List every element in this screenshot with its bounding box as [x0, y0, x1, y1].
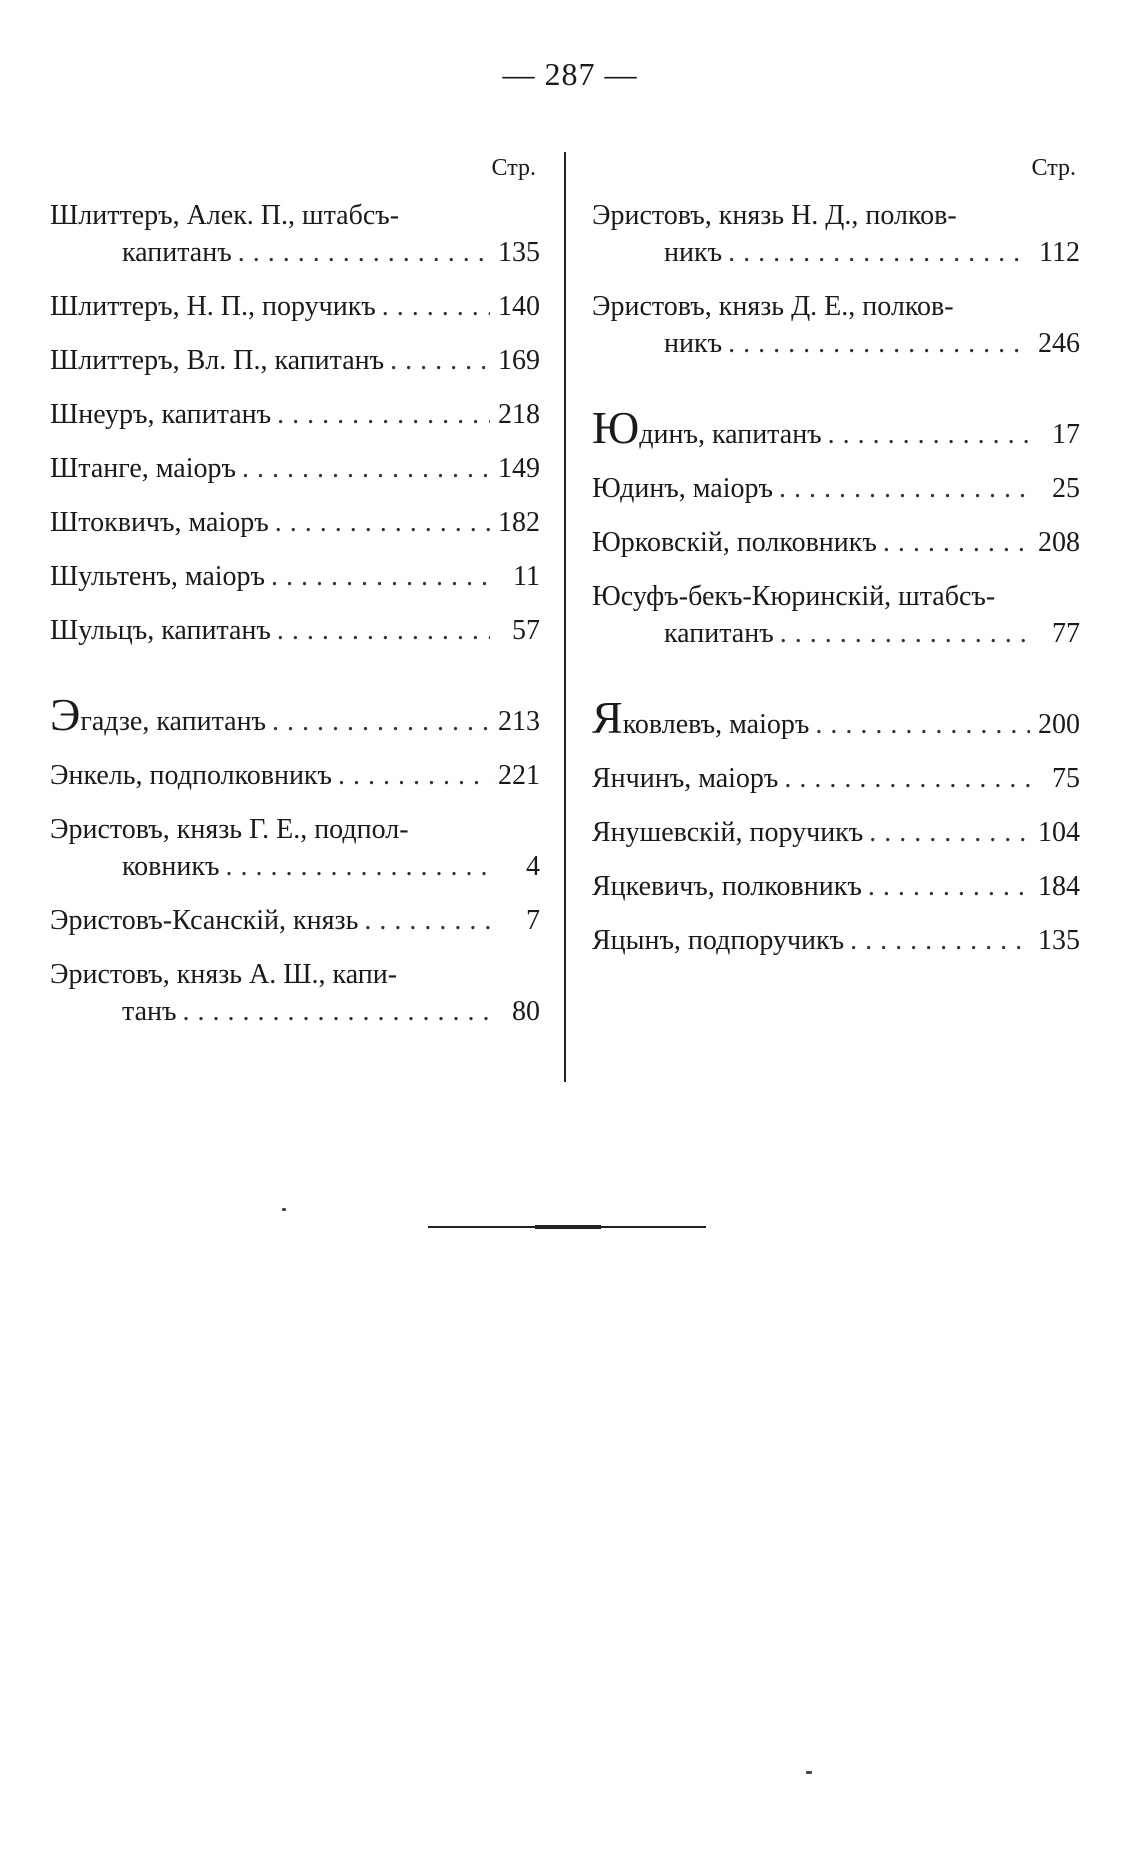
index-entry	[50, 450, 540, 487]
entry-page: 17	[1052, 419, 1080, 450]
entry-page: 104	[1038, 817, 1080, 848]
entry-name: Яцкевичъ, полковникъ	[592, 871, 862, 902]
entry-name: Энкель, подполковникъ	[50, 760, 333, 791]
index-entry	[50, 902, 540, 939]
entry-page: 57	[512, 615, 540, 646]
entry-name-continued: капитанъ	[664, 618, 774, 649]
entry-page: 135	[1038, 925, 1080, 956]
index-entry	[50, 396, 540, 433]
entry-name: Юрковскій, полковникъ	[592, 527, 877, 558]
index-entry	[50, 956, 540, 1030]
dot-leader	[364, 902, 490, 939]
entry-name: Шультенъ, маіоръ	[50, 561, 266, 592]
entry-name-continued: ковникъ	[122, 851, 220, 882]
index-entry	[50, 612, 540, 649]
index-entry	[50, 689, 540, 740]
dot-leader	[338, 757, 490, 794]
index-entry	[50, 197, 540, 271]
dot-leader	[869, 814, 1030, 851]
entry-page: 182	[498, 507, 540, 538]
index-entry	[592, 692, 1080, 743]
entry-page: 4	[526, 851, 540, 882]
entry-page: 7	[526, 905, 540, 936]
entry-name: Юдинъ, маіоръ	[592, 473, 773, 504]
entry-name: Юсуфъ-бекъ-Кюринскій, штабсъ-	[592, 581, 996, 612]
entry-page: 140	[498, 291, 540, 322]
index-entry	[592, 578, 1080, 652]
entry-name: Шлиттеръ, Алек. П., штабсъ-	[50, 200, 400, 231]
entry-page: 135	[498, 237, 540, 268]
closing-rule-center	[535, 1225, 601, 1229]
index-entry	[592, 470, 1080, 507]
dot-leader	[784, 760, 1030, 797]
entry-page: 25	[1052, 473, 1080, 504]
index-entry	[592, 922, 1080, 959]
index-column-left	[50, 155, 540, 1047]
entry-name: Яковлевъ, маіоръ	[592, 692, 810, 743]
dot-leader	[728, 325, 1030, 362]
entry-page: 200	[1038, 709, 1080, 740]
entry-page: 80	[512, 996, 540, 1027]
dot-leader	[272, 703, 490, 740]
dot-leader	[390, 342, 490, 379]
entry-name: Штанге, маіоръ	[50, 453, 236, 484]
dot-leader	[238, 234, 490, 271]
entry-name: Янчинъ, маіоръ	[592, 763, 779, 794]
dot-leader	[779, 470, 1030, 507]
dot-leader	[182, 993, 490, 1030]
entry-name: Эристовъ, князь Г. Е., подпол-	[50, 814, 409, 845]
entry-page: 149	[498, 453, 540, 484]
entry-name-continued: никъ	[664, 237, 723, 268]
entry-name: Эристовъ, князь Н. Д., полков-	[592, 200, 957, 231]
dot-leader	[242, 450, 490, 487]
entry-page: 208	[1038, 527, 1080, 558]
entry-name-continued: капитанъ	[122, 237, 232, 268]
letter-group-gap	[592, 379, 1080, 413]
index-entry	[50, 288, 540, 325]
entry-name: Шульцъ, капитанъ	[50, 615, 271, 646]
index-entry	[592, 288, 1080, 362]
page-column-header: Стр.	[491, 155, 536, 181]
index-entry	[592, 868, 1080, 905]
dot-leader	[277, 612, 490, 649]
entry-page: 218	[498, 399, 540, 430]
print-speck	[806, 1771, 812, 1774]
entry-name: Эристовъ, князь А. Ш., капи-	[50, 959, 398, 990]
entry-name-continued: танъ	[122, 996, 177, 1027]
dot-leader	[780, 615, 1030, 652]
entry-name: Янушевскій, поручикъ	[592, 817, 864, 848]
entry-name: Штоквичъ, маіоръ	[50, 507, 269, 538]
entry-page: 169	[498, 345, 540, 376]
index-entry	[592, 402, 1080, 453]
entry-name-continued: никъ	[664, 328, 723, 359]
dot-leader	[728, 234, 1030, 271]
index-entry	[50, 342, 540, 379]
index-entry	[592, 524, 1080, 561]
entry-name: Эристовъ-Ксанскій, князь	[50, 905, 359, 936]
entry-name: Юдинъ, капитанъ	[592, 402, 822, 453]
dot-leader	[883, 524, 1030, 561]
index-column-right	[592, 155, 1080, 976]
index-entry	[50, 757, 540, 794]
dot-leader	[225, 848, 490, 885]
index-entry	[50, 504, 540, 541]
dot-leader	[277, 396, 490, 433]
index-entry	[592, 197, 1080, 271]
index-entry	[50, 558, 540, 595]
entry-page: 11	[513, 561, 540, 592]
entry-name: Шнеуръ, капитанъ	[50, 399, 272, 430]
entry-page: 213	[498, 706, 540, 737]
page-column-header: Стр.	[1031, 155, 1076, 181]
dot-leader	[275, 504, 490, 541]
entry-page: 112	[1039, 237, 1080, 268]
entry-name: Яцынъ, подпоручикъ	[592, 925, 845, 956]
index-entry	[592, 814, 1080, 851]
entry-page: 246	[1038, 328, 1080, 359]
entry-name: Шлиттеръ, Вл. П., капитанъ	[50, 345, 385, 376]
page-number: — 287 —	[502, 56, 638, 92]
entry-page: 221	[498, 760, 540, 791]
entry-page: 75	[1052, 763, 1080, 794]
dot-leader	[868, 868, 1030, 905]
index-entry	[50, 811, 540, 885]
dot-leader	[382, 288, 490, 325]
entry-page: 184	[1038, 871, 1080, 902]
dot-leader	[850, 922, 1030, 959]
entry-name: Шлиттеръ, Н. П., поручикъ	[50, 291, 376, 322]
letter-group-gap	[50, 666, 540, 700]
print-speck	[282, 1208, 286, 1211]
dot-leader	[815, 706, 1030, 743]
entry-name: Эристовъ, князь Д. Е., полков-	[592, 291, 954, 322]
entry-page: 77	[1052, 618, 1080, 649]
letter-group-gap	[592, 669, 1080, 703]
dot-leader	[828, 416, 1030, 453]
entry-name: Эгадзе, капитанъ	[50, 689, 267, 740]
dot-leader	[271, 558, 490, 595]
column-divider	[564, 152, 566, 1082]
index-entry	[592, 760, 1080, 797]
